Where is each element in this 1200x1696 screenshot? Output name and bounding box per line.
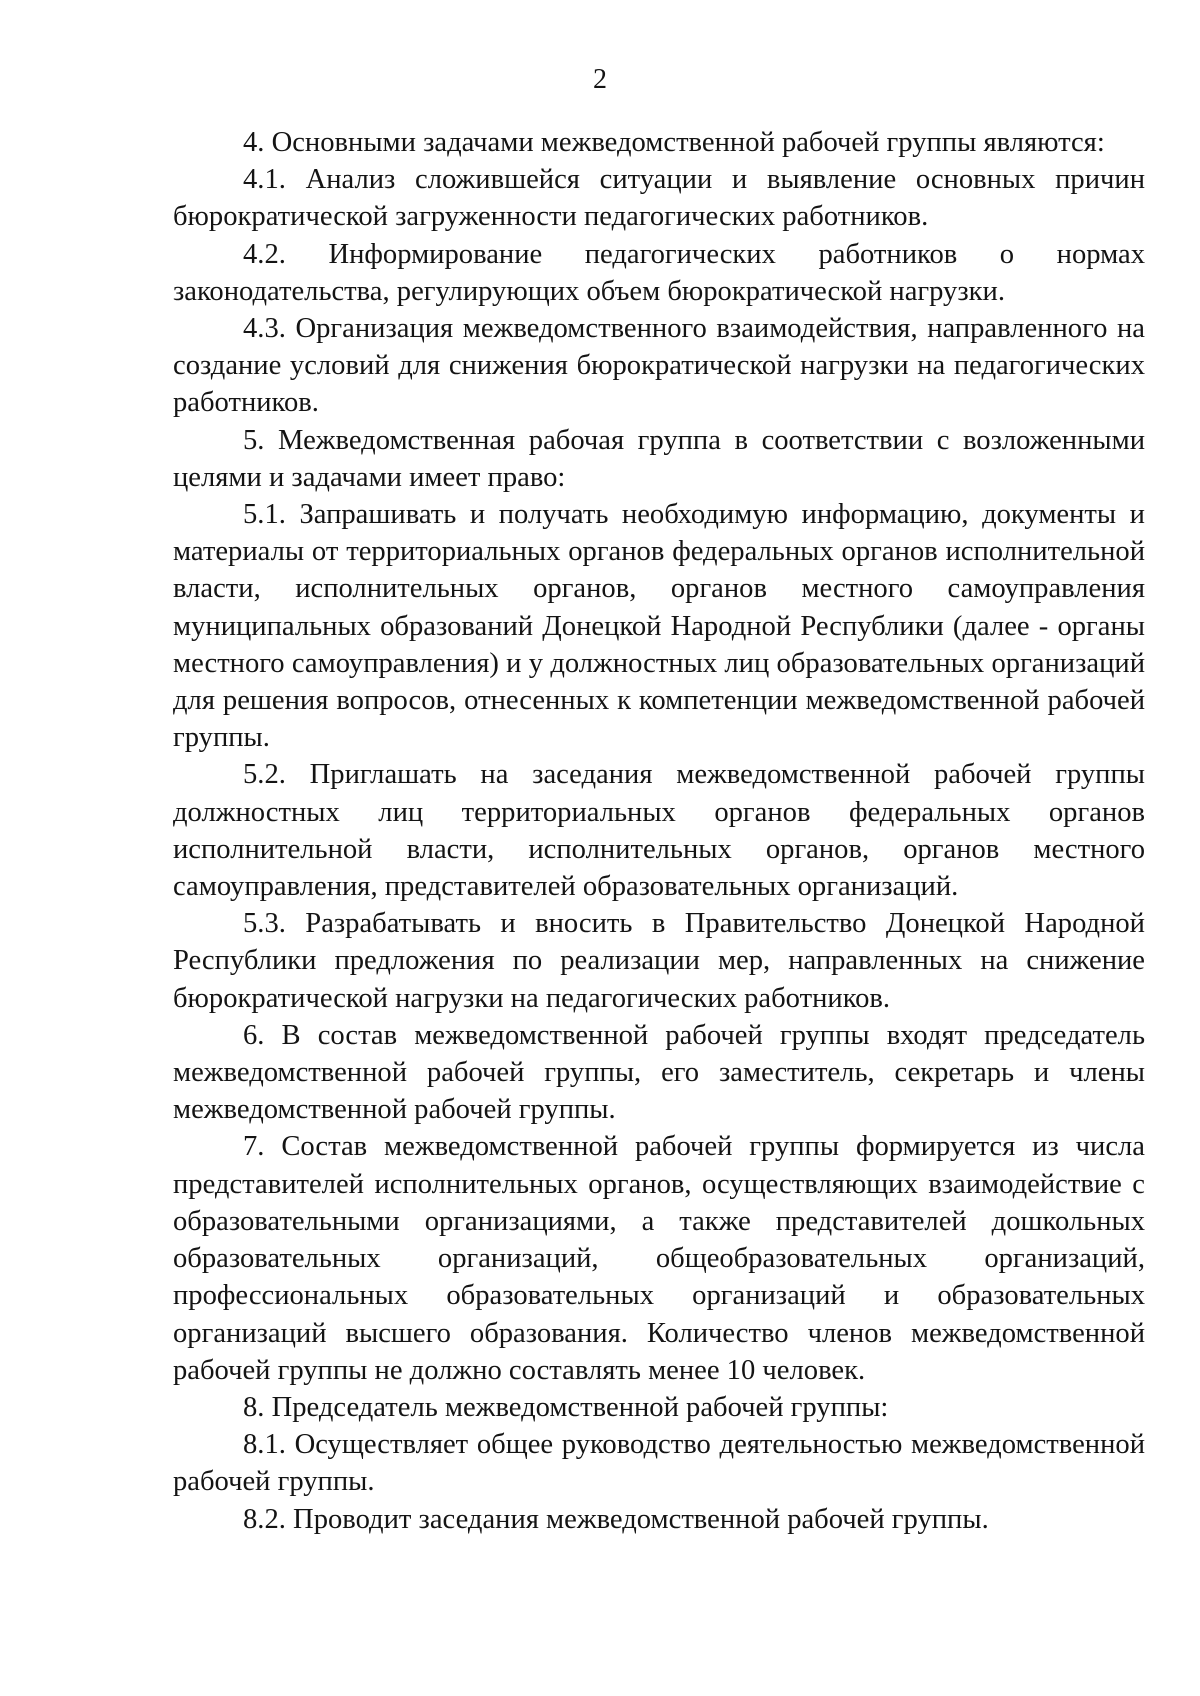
paragraph-8-2: 8.2. Проводит заседания межведомственной рабочей группы. xyxy=(243,1503,989,1535)
paragraph-4-1: 4.1. Анализ сложившейся ситуации и выявление основных причин бюрократической загруженности педагогических работников. xyxy=(173,164,1145,233)
paragraph-5-3: 5.3. Разрабатывать и вносить в Правительство Донецкой Народной Республики предложения по реализации мер, направленных на снижение бюрократической нагрузки на педагогических работников. xyxy=(173,908,1145,1014)
paragraph-4-2: 4.2. Информирование педагогических работников о нормах законодательства, регулирующих объем бюрократической нагрузки. xyxy=(173,238,1145,307)
paragraph-5-1: 5.1. Запрашивать и получать необходимую информацию, документы и материалы от территориальных органов федеральных органов исполнительной власти, исполнительных органов, органов местного самоуправления муниципальных образований Донецкой Народной Республики (далее - органы местного самоуправления) и у должностных лиц образовательных организаций для решения вопросов, отнесенных к компетенции межведомственной рабочей группы. xyxy=(173,499,1145,754)
paragraph-7: 7. Состав межведомственной рабочей группы формируется из числа представителей исполнительных органов, осуществляющих взаимодействие с образовательными организациями, а также представителей дошкольных образовательных организаций, общеобразовательных организаций, профессиональных образовательных организаций и образовательных организаций высшего образования. Количество членов межведомственной рабочей группы не должно составлять менее 10 человек. xyxy=(173,1131,1145,1386)
paragraph-6: 6. В состав межведомственной рабочей группы входят председатель межведомственной рабочей группы, его заместитель, секретарь и члены межведомственной рабочей группы. xyxy=(173,1019,1145,1126)
page-number: 2 xyxy=(593,64,607,95)
paragraph-5: 5. Межведомственная рабочая группа в соответствии с возложенными целями и задачами имеет право: xyxy=(173,424,1145,493)
document-body xyxy=(173,124,1145,1538)
paragraph-8: 8. Председатель межведомственной рабочей группы: xyxy=(243,1391,889,1423)
paragraph-5-2: 5.2. Приглашать на заседания межведомственной рабочей группы должностных лиц территориальных органов федеральных органов исполнительной власти, исполнительных органов, органов местного самоуправления, представителей образовательных организаций. xyxy=(173,759,1145,903)
paragraph-4-3: 4.3. Организация межведомственного взаимодействия, направленного на создание условий для снижения бюрократической нагрузки на педагогических работников. xyxy=(173,313,1145,419)
paragraph-4: 4. Основными задачами межведомственной рабочей группы являются: xyxy=(243,127,1105,158)
paragraph-8-1: 8.1. Осуществляет общее руководство деятельностью межведомственной рабочей группы. xyxy=(173,1429,1145,1498)
